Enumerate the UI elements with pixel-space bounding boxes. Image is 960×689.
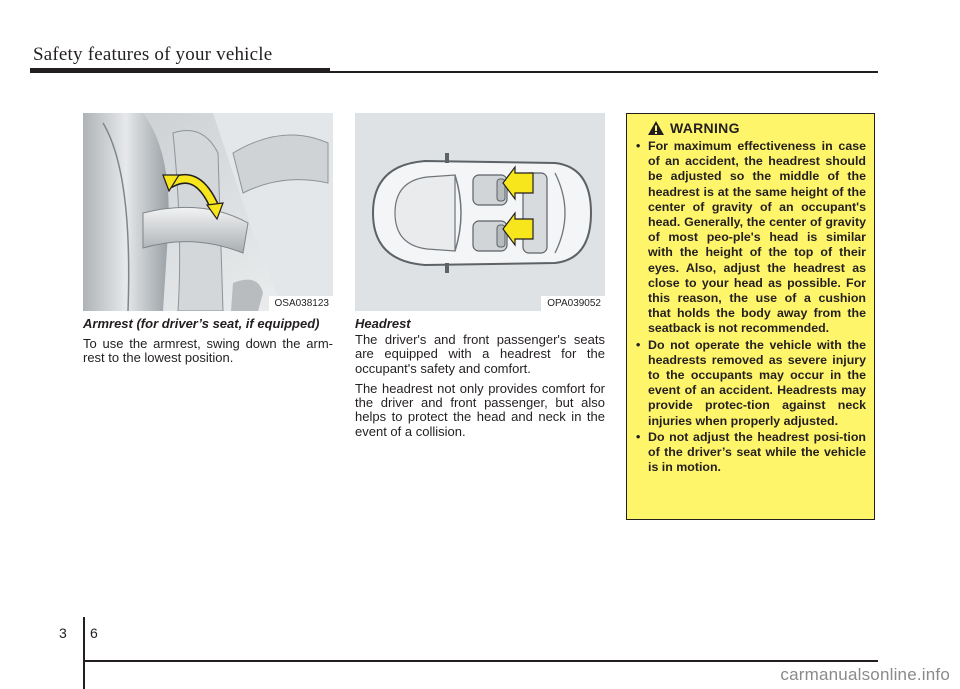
paragraph: The headrest not only provides comfort for the driver and front passenger, but also helps to protect the head and neck in the event of a collision.	[355, 380, 605, 439]
paragraph: The driver's and front passenger's seats are equipped with a headrest for the occupant's safety and comfort.	[355, 332, 605, 376]
warning-box	[626, 113, 875, 520]
footer-divider-horizontal	[85, 660, 878, 662]
car-topview-illustration	[355, 113, 605, 311]
warning-text: Do not adjust the headrest posi-tion of the driver’s seat while the vehicle is in motion.	[648, 429, 866, 475]
warning-item	[635, 139, 866, 337]
bullet-icon: •	[636, 429, 641, 444]
warning-list	[635, 139, 866, 475]
bullet-icon: •	[636, 337, 641, 352]
warning-text: Do not operate the vehicle with the headrests removed as severe injury to the occupants may occur in the event of an accident. Headrests may provide protec-tion against neck injuries when properly adjusted.	[648, 337, 866, 428]
warning-header	[647, 120, 866, 136]
armrest-figure	[83, 113, 333, 311]
headrest-figure	[355, 113, 605, 311]
armrest-section	[83, 316, 333, 372]
section-title: Armrest (for driver’s seat, if equipped)	[83, 316, 320, 331]
headrest-section	[355, 316, 605, 445]
figure-code: OSA038123	[269, 296, 334, 311]
header-title: Safety features of your vehicle	[33, 44, 273, 65]
header-rule	[30, 71, 878, 73]
footer-divider-vertical	[83, 617, 85, 689]
figure-code: OPA039052	[541, 296, 605, 311]
section-title: Headrest	[355, 316, 411, 331]
warning-item	[635, 430, 866, 476]
warning-text: For maximum effectiveness in case of an accident, the headrest should be adjusted so the middle of the headrest is at the same height of the center of gravity of an occupant's head. Generally, the center of gravity of most peo-ple's head is similar with the height of the top of their eyes. Also, adjust the headrest as close to your head as possible. For this reason, the use of a cushion that holds the body away from the seatback is not recommended.	[648, 139, 866, 336]
warning-triangle-icon	[647, 120, 665, 136]
watermark: carmanualsonline.info	[780, 665, 950, 684]
chapter-number: 3	[59, 625, 67, 641]
bullet-icon: •	[636, 139, 641, 153]
page-number: 6	[90, 625, 98, 641]
warning-title: WARNING	[670, 120, 740, 136]
armrest-illustration	[83, 113, 333, 311]
paragraph: To use the armrest, swing down the arm-rest to the lowest position.	[83, 336, 333, 366]
warning-item	[635, 338, 866, 429]
